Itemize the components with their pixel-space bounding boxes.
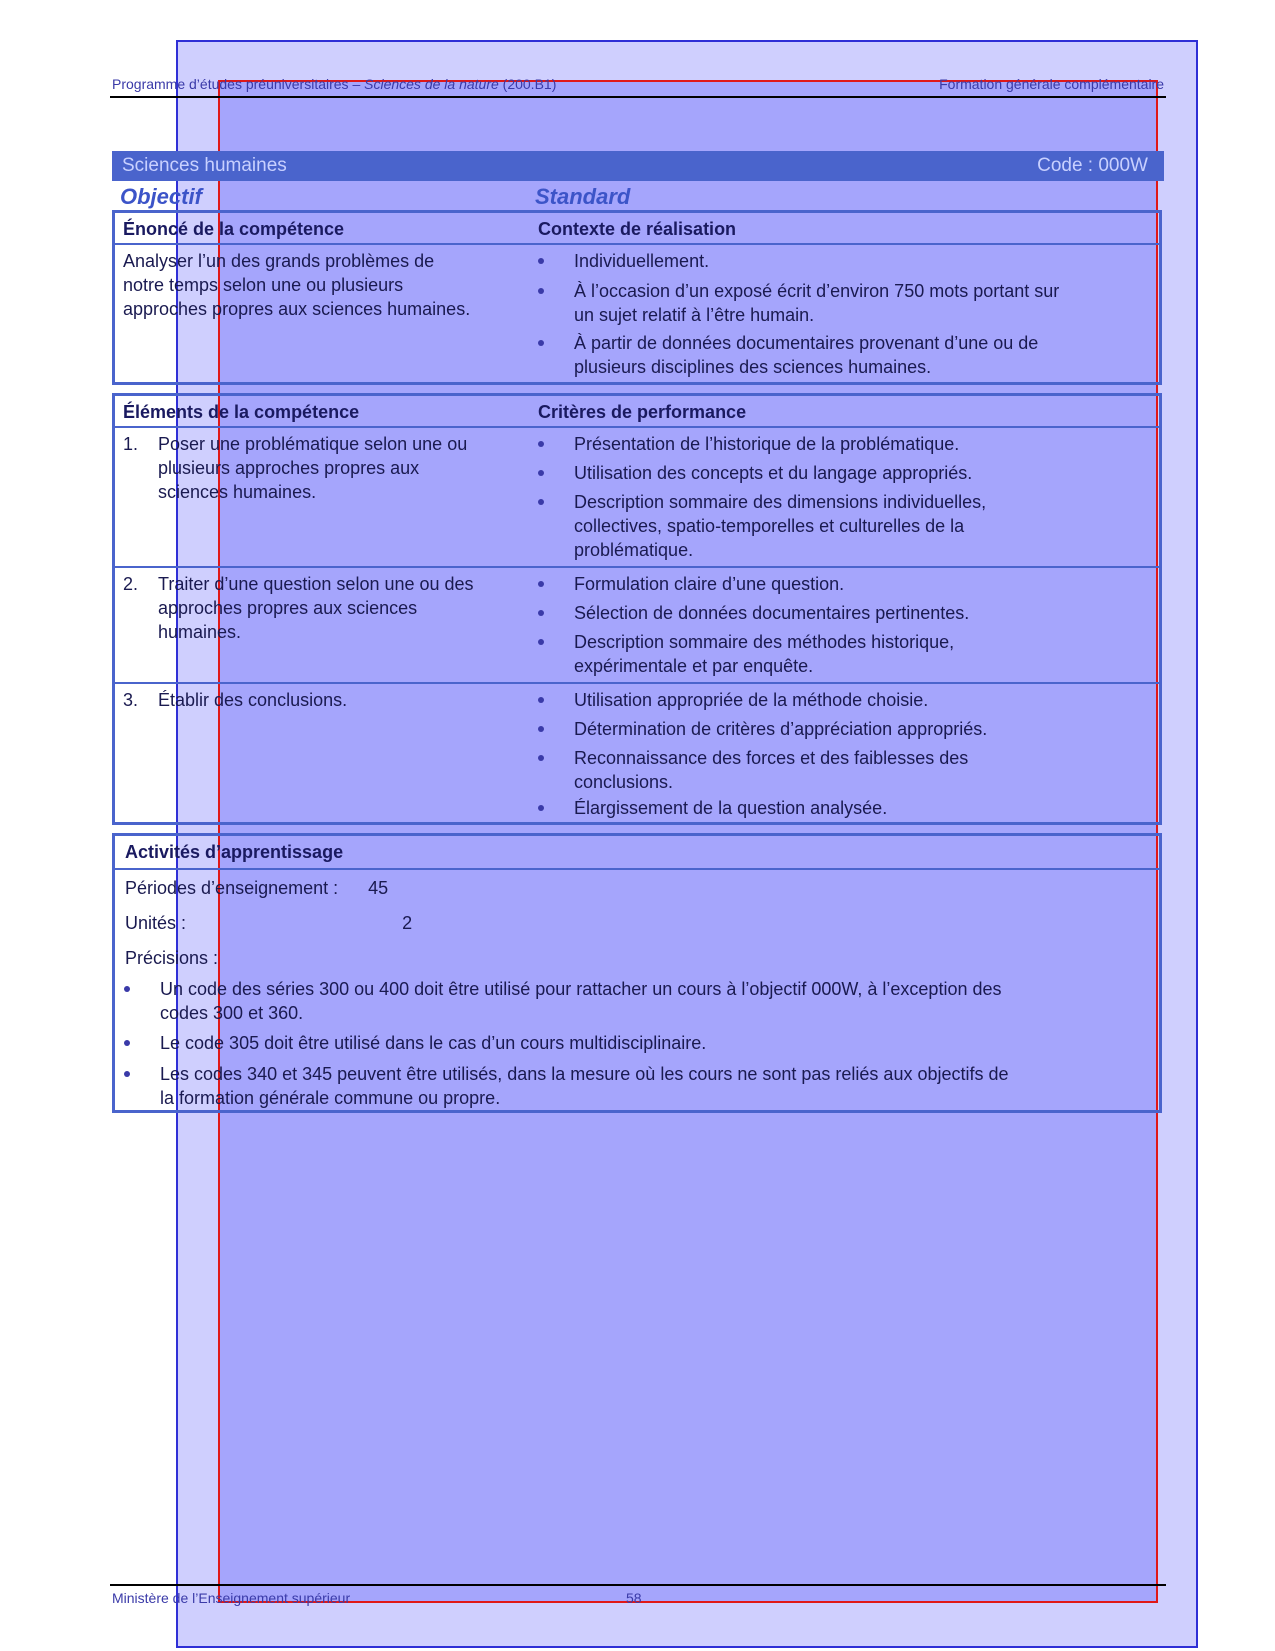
element-line: humaines. <box>158 622 242 642</box>
column-heading-objectif: Objectif <box>120 184 202 209</box>
bullet-icon <box>538 288 544 294</box>
criterion-item <box>574 630 954 678</box>
precision-line: codes 300 et 360. <box>160 1003 304 1023</box>
element-line: plusieurs approches propres aux <box>158 458 420 478</box>
criterion-item <box>574 461 972 485</box>
header-rule <box>110 96 1166 98</box>
context-item <box>574 279 1059 327</box>
precision-line: Le code 305 doit être utilisé dans le cas d’un cours multidisciplinaire. <box>160 1033 707 1053</box>
activities-box <box>112 833 1162 1113</box>
bullet-icon <box>538 639 544 645</box>
activities-heading: Activités d’apprentissage <box>125 842 344 862</box>
box-divider <box>115 868 1159 870</box>
context-line: À partir de données documentaires provenant d’une ou de <box>574 333 1039 353</box>
periods-value: 45 <box>368 878 389 898</box>
criterion-item <box>574 572 844 596</box>
bullet-icon <box>124 1040 130 1046</box>
header-program-italic: Sciences de la nature <box>364 76 499 92</box>
competence-statement <box>123 249 470 321</box>
precision-line: Les codes 340 et 345 peuvent être utilisés, dans la mesure où les cours ne sont pas reliés aux objectifs de <box>160 1064 1009 1084</box>
criterion-line: Élargissement de la question analysée. <box>574 798 888 818</box>
footer-ministry: Ministère de l’Enseignement supérieur <box>112 1590 351 1606</box>
criterion-line: Reconnaissance des forces et des faiblesses des <box>574 748 969 768</box>
bullet-icon <box>538 697 544 703</box>
element-text <box>158 688 347 712</box>
column-heading-standard: Standard <box>535 184 631 209</box>
precision-item <box>160 1031 1145 1055</box>
statement-line: Analyser l’un des grands problèmes de <box>123 251 435 271</box>
criterion-line: Utilisation des concepts et du langage appropriés. <box>574 463 973 483</box>
criterion-line: Formulation claire d’une question. <box>574 574 845 594</box>
element-line: sciences humaines. <box>158 482 317 502</box>
header-formation: Formation générale complémentaire <box>939 76 1164 92</box>
course-title: Sciences humaines <box>122 155 287 176</box>
course-code <box>1037 155 1148 177</box>
competence-heading: Énoncé de la compétence <box>123 219 345 239</box>
elements-heading: Éléments de la compétence <box>123 402 360 422</box>
element-number: 1. <box>123 434 139 454</box>
precisions-label: Précisions : <box>125 948 219 968</box>
criterion-item <box>574 796 887 820</box>
precision-item <box>160 1062 1145 1110</box>
criterion-line: Description sommaire des dimensions individuelles, <box>574 492 987 512</box>
criterion-line: expérimentale et par enquête. <box>574 656 814 676</box>
criterion-item <box>574 717 987 741</box>
periods-label: Périodes d’enseignement : <box>125 878 339 898</box>
context-line: À l’occasion d’un exposé écrit d’environ 750 mots portant sur <box>574 281 1060 301</box>
units-row <box>125 911 412 935</box>
criterion-item <box>574 688 928 712</box>
bullet-icon <box>538 581 544 587</box>
box-divider <box>115 426 1159 428</box>
bullet-icon <box>538 499 544 505</box>
context-line: un sujet relatif à l’être humain. <box>574 305 815 325</box>
criterion-line: problématique. <box>574 540 694 560</box>
bullet-icon <box>538 726 544 732</box>
criterion-line: Présentation de l’historique de la problématique. <box>574 434 960 454</box>
context-item <box>574 331 1038 379</box>
competence-box <box>112 210 1162 385</box>
row-divider <box>115 566 1159 568</box>
element-line: Établir des conclusions. <box>158 690 348 710</box>
bullet-icon <box>538 258 544 264</box>
element-line: approches propres aux sciences <box>158 598 418 618</box>
context-line: plusieurs disciplines des sciences humaines. <box>574 357 932 377</box>
units-label: Unités : <box>125 913 187 933</box>
criterion-line: Détermination de critères d’appréciation appropriés. <box>574 719 988 739</box>
criterion-item <box>574 490 986 562</box>
bullet-icon <box>538 805 544 811</box>
element-number: 3. <box>123 690 139 710</box>
box-divider <box>115 243 1159 245</box>
course-code-value: 000W <box>1098 155 1148 176</box>
bullet-icon <box>124 1071 130 1077</box>
criterion-item <box>574 432 959 456</box>
bullet-icon <box>124 986 130 992</box>
precision-line: Un code des séries 300 ou 400 doit être utilisé pour rattacher un cours à l’objectif 000W, à l’exception des <box>160 979 1002 999</box>
criterion-line: Sélection de données documentaires pertinentes. <box>574 603 970 623</box>
course-title-bar <box>112 151 1164 181</box>
criterion-item <box>574 601 969 625</box>
statement-line: notre temps selon une ou plusieurs <box>123 275 404 295</box>
course-code-label: Code : <box>1037 155 1094 176</box>
criterion-line: collectives, spatio-temporelles et culturelles de la <box>574 516 965 536</box>
element-text <box>158 572 474 644</box>
element-text <box>158 432 467 504</box>
bullet-icon <box>538 610 544 616</box>
element-line: Poser une problématique selon une ou <box>158 434 468 454</box>
bullet-icon <box>538 755 544 761</box>
criterion-line: Description sommaire des méthodes historique, <box>574 632 955 652</box>
bullet-icon <box>538 340 544 346</box>
bullet-icon <box>538 470 544 476</box>
header-program <box>112 76 556 92</box>
element-number: 2. <box>123 574 139 594</box>
periods-row <box>125 876 388 900</box>
criteria-heading: Critères de performance <box>538 402 747 422</box>
header-program-prefix: Programme d’études préuniversitaires – <box>112 76 365 92</box>
bullet-icon <box>538 441 544 447</box>
context-item <box>574 249 709 273</box>
elements-box <box>112 393 1162 825</box>
criterion-line: conclusions. <box>574 772 674 792</box>
header-program-suffix: (200.B1) <box>498 76 557 92</box>
element-line: Traiter d’une question selon une ou des <box>158 574 474 594</box>
row-divider <box>115 682 1159 684</box>
criterion-item <box>574 746 968 794</box>
context-line: Individuellement. <box>574 251 710 271</box>
precision-line: la formation générale commune ou propre. <box>160 1088 501 1108</box>
context-heading: Contexte de réalisation <box>538 219 737 239</box>
precision-item <box>160 977 1145 1025</box>
criterion-line: Utilisation appropriée de la méthode choisie. <box>574 690 929 710</box>
units-value: 2 <box>402 913 413 933</box>
statement-line: approches propres aux sciences humaines. <box>123 299 471 319</box>
footer-rule <box>110 1584 1166 1586</box>
page-number: 58 <box>626 1590 642 1606</box>
